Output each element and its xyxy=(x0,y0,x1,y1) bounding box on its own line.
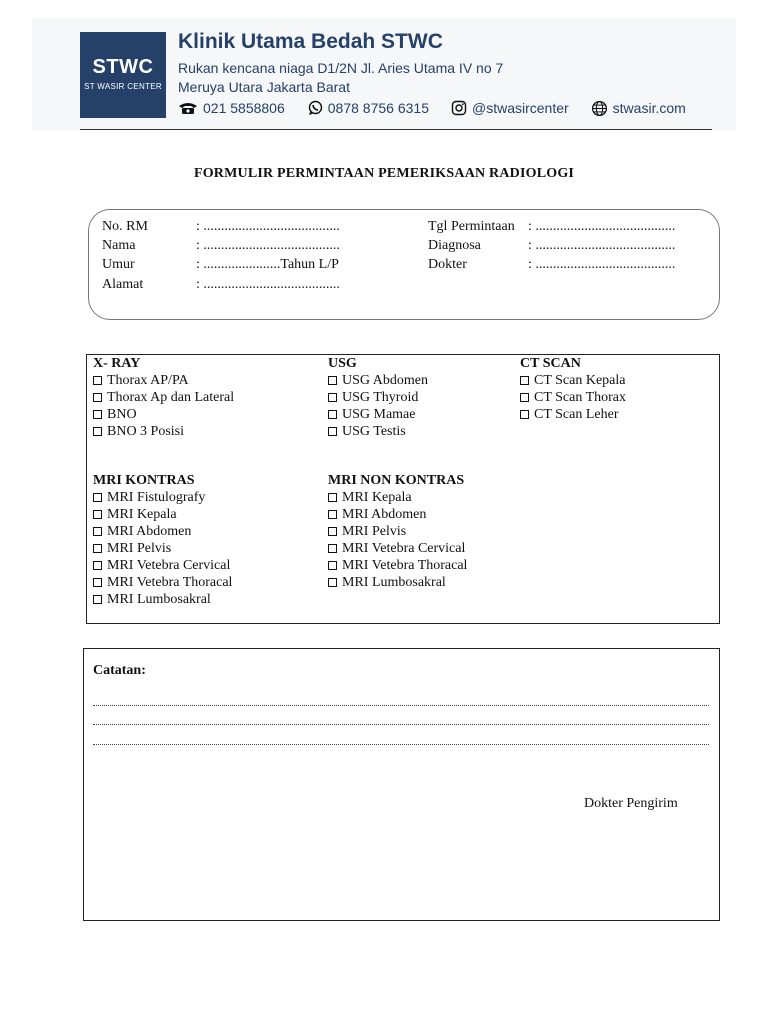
umur-label: Umur xyxy=(102,257,135,272)
checkbox-item[interactable] xyxy=(328,574,467,591)
checkbox-item[interactable] xyxy=(93,523,232,540)
clinic-name: Klinik Utama Bedah STWC xyxy=(178,30,443,53)
globe-icon xyxy=(591,100,608,117)
section-ct-scan xyxy=(520,355,626,423)
checkbox[interactable] xyxy=(93,527,102,536)
address-line-1: Rukan kencana niaga D1/2N Jl. Aries Utama IV no 7 xyxy=(178,60,504,76)
ct-item-label: CT Scan Kepala xyxy=(534,373,626,388)
instagram-icon xyxy=(451,100,467,116)
mri-non-kontras-title: MRI NON KONTRAS xyxy=(328,473,465,488)
section-mri-kontras xyxy=(93,472,232,608)
usg-item-label: USG Testis xyxy=(342,424,406,439)
section-xray xyxy=(93,355,234,440)
website-url: stwasir.com xyxy=(612,100,686,116)
mri-kontras-item-label: MRI Kepala xyxy=(107,507,177,522)
checkbox-item[interactable] xyxy=(328,489,467,506)
mri-kontras-title: MRI KONTRAS xyxy=(93,473,195,488)
usg-title: USG xyxy=(328,356,357,371)
mri-kontras-item-label: MRI Fistulografy xyxy=(107,490,206,505)
mri-non-item-label: MRI Vetebra Cervical xyxy=(342,541,466,556)
checkbox-item[interactable] xyxy=(520,406,626,423)
checkbox[interactable] xyxy=(520,376,529,385)
checkbox[interactable] xyxy=(328,527,337,536)
tgl-permintaan-label: Tgl Permintaan xyxy=(428,219,515,234)
checkbox-item[interactable] xyxy=(93,372,234,389)
mri-kontras-item-label: MRI Pelvis xyxy=(107,541,172,556)
umur-value[interactable]: : ......................Tahun L/P xyxy=(196,257,339,272)
checkbox-item[interactable] xyxy=(328,506,467,523)
mri-kontras-item-label: MRI Vetebra Cervical xyxy=(107,558,231,573)
checkbox-item[interactable] xyxy=(520,372,626,389)
logo-sub-text: ST WASIR CENTER xyxy=(84,82,162,91)
checkbox-item[interactable] xyxy=(93,406,234,423)
checkbox[interactable] xyxy=(93,493,102,502)
checkbox-item[interactable] xyxy=(93,574,232,591)
checkbox[interactable] xyxy=(93,544,102,553)
checkbox[interactable] xyxy=(328,393,337,402)
xray-title: X- RAY xyxy=(93,356,141,371)
header-divider xyxy=(80,129,712,130)
checkbox-item[interactable] xyxy=(93,557,232,574)
tgl-permintaan-value[interactable]: : ........................................ xyxy=(528,219,676,234)
ct-item-label: CT Scan Thorax xyxy=(534,390,627,405)
instagram-handle: @stwasircenter xyxy=(471,100,569,116)
mri-non-item-label: MRI Lumbosakral xyxy=(342,575,446,590)
checkbox[interactable] xyxy=(93,393,102,402)
clinic-logo xyxy=(80,32,166,118)
checkbox[interactable] xyxy=(93,376,102,385)
xray-item-label: Thorax AP/PA xyxy=(107,373,189,388)
mri-kontras-item-label: MRI Abdomen xyxy=(107,524,192,539)
notes-line[interactable] xyxy=(93,724,709,725)
diagnosa-value[interactable]: : ........................................ xyxy=(528,238,676,253)
xray-item-label: BNO 3 Posisi xyxy=(107,424,185,439)
dokter-value[interactable]: : ........................................ xyxy=(528,257,676,272)
checkbox-item[interactable] xyxy=(328,406,428,423)
dokter-label: Dokter xyxy=(428,257,467,272)
ct-scan-title: CT SCAN xyxy=(520,356,581,371)
phone-number: 021 5858806 xyxy=(203,100,285,116)
alamat-value[interactable]: : ....................................... xyxy=(196,277,340,292)
mri-kontras-item-label: MRI Vetebra Thoracal xyxy=(107,575,233,590)
mri-non-item-label: MRI Pelvis xyxy=(342,524,407,539)
mri-non-item-label: MRI Kepala xyxy=(342,490,412,505)
checkbox-item[interactable] xyxy=(328,372,428,389)
whatsapp-icon xyxy=(307,100,323,116)
notes-box xyxy=(83,648,720,921)
telephone-icon xyxy=(178,101,198,115)
whatsapp-number: 0878 8756 6315 xyxy=(327,100,429,116)
checkbox[interactable] xyxy=(93,595,102,604)
usg-item-label: USG Mamae xyxy=(342,407,416,422)
contact-phone xyxy=(178,100,285,116)
checkbox-item[interactable] xyxy=(328,423,428,440)
diagnosa-label: Diagnosa xyxy=(428,238,481,253)
notes-line[interactable] xyxy=(93,744,709,745)
checkbox[interactable] xyxy=(328,427,337,436)
no-rm-value[interactable]: : ....................................... xyxy=(196,219,340,234)
checkbox-item[interactable] xyxy=(328,557,467,574)
ct-item-label: CT Scan Leher xyxy=(534,407,619,422)
alamat-label: Alamat xyxy=(102,277,144,292)
checkbox[interactable] xyxy=(328,544,337,553)
checkbox-item[interactable] xyxy=(93,489,232,506)
checkbox-item[interactable] xyxy=(93,423,234,440)
xray-item-label: BNO xyxy=(107,407,137,422)
usg-item-label: USG Abdomen xyxy=(342,373,428,388)
checkbox-item[interactable] xyxy=(328,523,467,540)
mri-non-item-label: MRI Abdomen xyxy=(342,507,427,522)
notes-line[interactable] xyxy=(93,705,709,706)
notes-label: Catatan: xyxy=(93,663,146,678)
checkbox[interactable] xyxy=(328,578,337,587)
checkbox-item[interactable] xyxy=(93,540,232,557)
nama-label: Nama xyxy=(102,238,136,253)
checkbox[interactable] xyxy=(520,410,529,419)
checkbox[interactable] xyxy=(328,410,337,419)
checkbox[interactable] xyxy=(93,510,102,519)
checkbox-item[interactable] xyxy=(93,389,234,406)
checkbox[interactable] xyxy=(93,561,102,570)
checkbox[interactable] xyxy=(93,578,102,587)
usg-item-label: USG Thyroid xyxy=(342,390,419,405)
checkbox-item[interactable] xyxy=(328,540,467,557)
checkbox[interactable] xyxy=(93,427,102,436)
form-title: FORMULIR PERMINTAAN PEMERIKSAAN RADIOLOGI xyxy=(193,166,575,181)
section-usg xyxy=(328,355,428,440)
checkbox[interactable] xyxy=(328,510,337,519)
section-mri-non-kontras xyxy=(328,472,467,591)
checkbox[interactable] xyxy=(93,410,102,419)
mri-non-item-label: MRI Vetebra Thoracal xyxy=(342,558,468,573)
contact-whatsapp xyxy=(307,100,429,116)
xray-item-label: Thorax Ap dan Lateral xyxy=(107,390,235,405)
no-rm-label: No. RM xyxy=(102,219,148,234)
address-line-2: Meruya Utara Jakarta Barat xyxy=(178,79,350,95)
nama-value[interactable]: : ....................................... xyxy=(196,238,340,253)
contact-row xyxy=(178,99,718,117)
sender-doctor-label: Dokter Pengirim xyxy=(584,796,678,811)
contact-instagram xyxy=(451,100,569,116)
logo-main-text: STWC xyxy=(92,56,154,78)
checkbox[interactable] xyxy=(328,376,337,385)
checkbox[interactable] xyxy=(520,393,529,402)
contact-website xyxy=(591,100,686,117)
checkbox[interactable] xyxy=(328,493,337,502)
checkbox[interactable] xyxy=(328,561,337,570)
checkbox-item[interactable] xyxy=(93,591,232,608)
checkbox-item[interactable] xyxy=(93,506,232,523)
checkbox-item[interactable] xyxy=(328,389,428,406)
checkbox-item[interactable] xyxy=(520,389,626,406)
mri-kontras-item-label: MRI Lumbosakral xyxy=(107,592,211,607)
